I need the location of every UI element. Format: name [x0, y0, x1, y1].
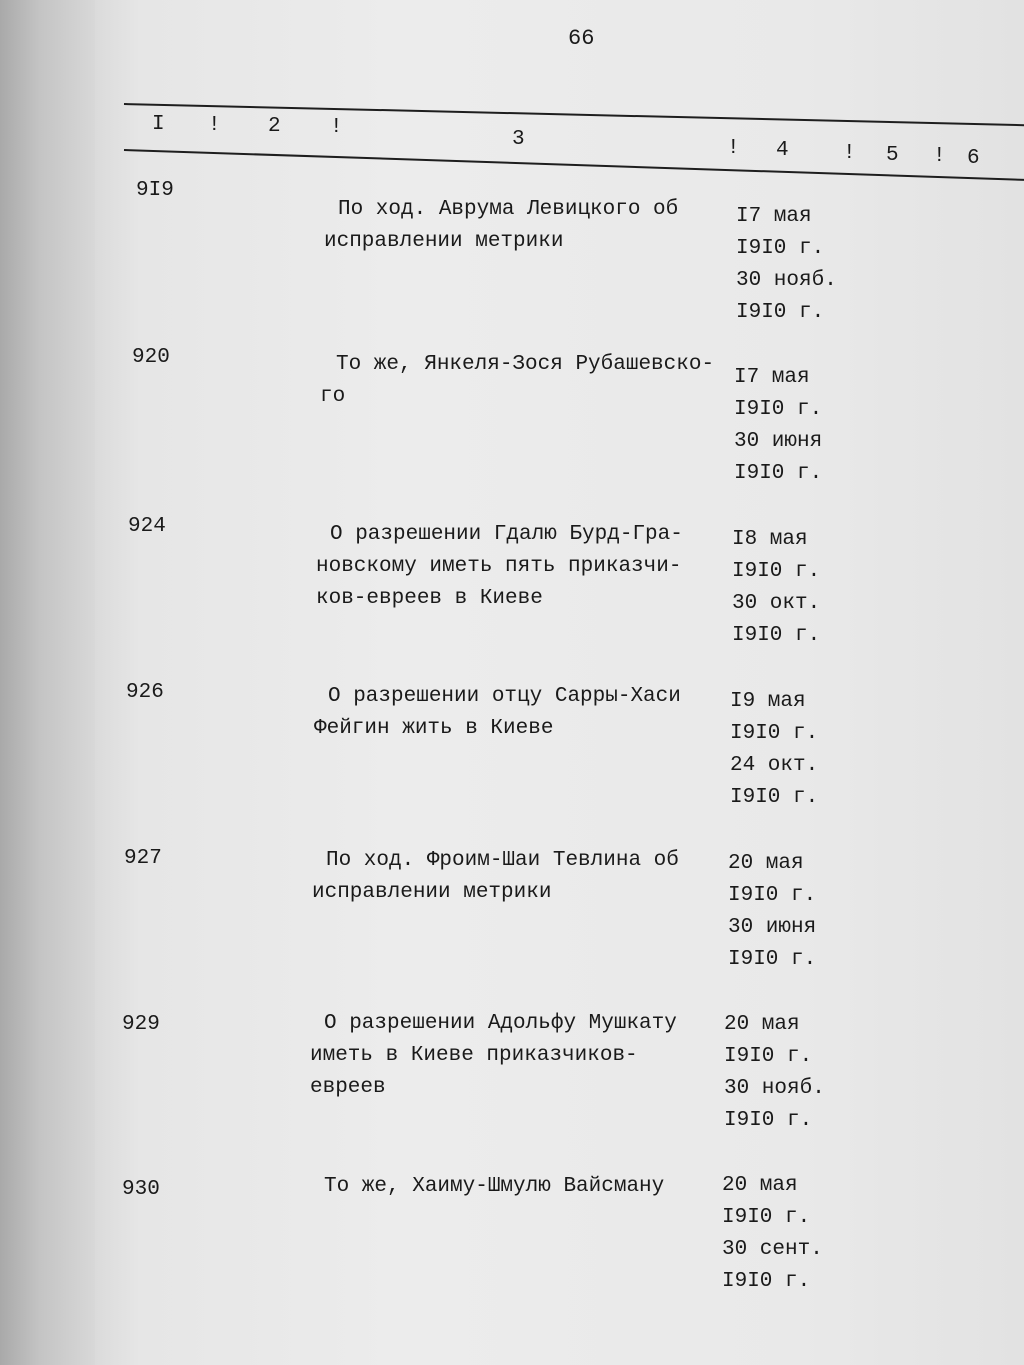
date-line: 20 мая: [728, 852, 804, 875]
date-line: I9I0 г.: [736, 301, 825, 324]
description-line: исправлении метрики: [324, 230, 564, 253]
page-gutter-shadow: [0, 0, 95, 1365]
date-line: I9I0 г.: [730, 786, 819, 809]
column-separator: !: [843, 142, 856, 165]
date-line: I9I0 г.: [722, 1206, 811, 1229]
date-line: I9I0 г.: [734, 462, 823, 485]
entry-number: 920: [132, 346, 170, 369]
description-line: исправлении метрики: [312, 881, 552, 904]
date-line: 20 мая: [722, 1174, 798, 1197]
entry-number: 929: [122, 1013, 160, 1036]
column-header-4: 4: [776, 139, 789, 162]
date-line: 30 нояб.: [736, 269, 837, 292]
description-line: О разрешении Гдалю Бурд-Гра-: [330, 523, 683, 546]
date-line: I9I0 г.: [722, 1270, 811, 1293]
date-line: I7 мая: [734, 366, 810, 389]
date-line: 30 сент.: [722, 1238, 823, 1261]
date-line: I9I0 г.: [732, 560, 821, 583]
date-line: I9I0 г.: [732, 624, 821, 647]
page-number: 66: [568, 26, 595, 51]
date-line: I9I0 г.: [724, 1109, 813, 1132]
entry-number: 924: [128, 515, 166, 538]
date-line: 30 нояб.: [724, 1077, 825, 1100]
table-header-top-rule: [124, 103, 1024, 126]
date-line: I9 мая: [730, 690, 806, 713]
description-line: го: [320, 385, 346, 408]
date-line: I9I0 г.: [728, 884, 817, 907]
date-line: 24 окт.: [730, 754, 819, 777]
entry-number: 927: [124, 847, 162, 870]
column-header-5: 5: [886, 144, 899, 167]
description-line: По ход. Аврума Левицкого об: [338, 198, 679, 221]
description-line: новскому иметь пять приказчи-: [316, 555, 682, 578]
date-line: 30 окт.: [732, 592, 821, 615]
description-line: То же, Янкеля-Зося Рубашевско-: [336, 353, 715, 376]
description-line: иметь в Киеве приказчиков-: [310, 1044, 638, 1067]
date-line: 30 июня: [734, 430, 823, 453]
date-line: 30 июня: [728, 916, 817, 939]
column-header-6: 6: [967, 147, 980, 170]
description-line: О разрешении Адольфу Мушкату: [324, 1012, 677, 1035]
column-separator: !: [330, 116, 343, 139]
entry-number: 930: [122, 1178, 160, 1201]
entry-number: 9I9: [136, 179, 174, 202]
date-line: I7 мая: [736, 205, 812, 228]
description-line: По ход. Фроим-Шаи Тевлина об: [326, 849, 679, 872]
date-line: I9I0 г.: [724, 1045, 813, 1068]
date-line: I9I0 г.: [736, 237, 825, 260]
date-line: I8 мая: [732, 528, 808, 551]
date-line: I9I0 г.: [730, 722, 819, 745]
date-line: I9I0 г.: [728, 948, 817, 971]
description-line: То же, Хаиму-Шмулю Вайсману: [324, 1175, 665, 1198]
entry-number: 926: [126, 681, 164, 704]
description-line: евреев: [310, 1076, 386, 1099]
date-line: 20 мая: [724, 1013, 800, 1036]
description-line: ков-евреев в Киеве: [316, 587, 543, 610]
description-line: О разрешении отцу Сарры-Хаси: [328, 685, 681, 708]
date-line: I9I0 г.: [734, 398, 823, 421]
column-header-1: I: [152, 113, 165, 136]
column-header-3: 3: [512, 128, 525, 151]
description-line: Фейгин жить в Киеве: [314, 717, 554, 740]
column-separator: !: [727, 137, 740, 160]
column-header-2: 2: [268, 115, 281, 138]
column-separator: !: [208, 114, 221, 137]
column-separator: !: [933, 145, 946, 168]
